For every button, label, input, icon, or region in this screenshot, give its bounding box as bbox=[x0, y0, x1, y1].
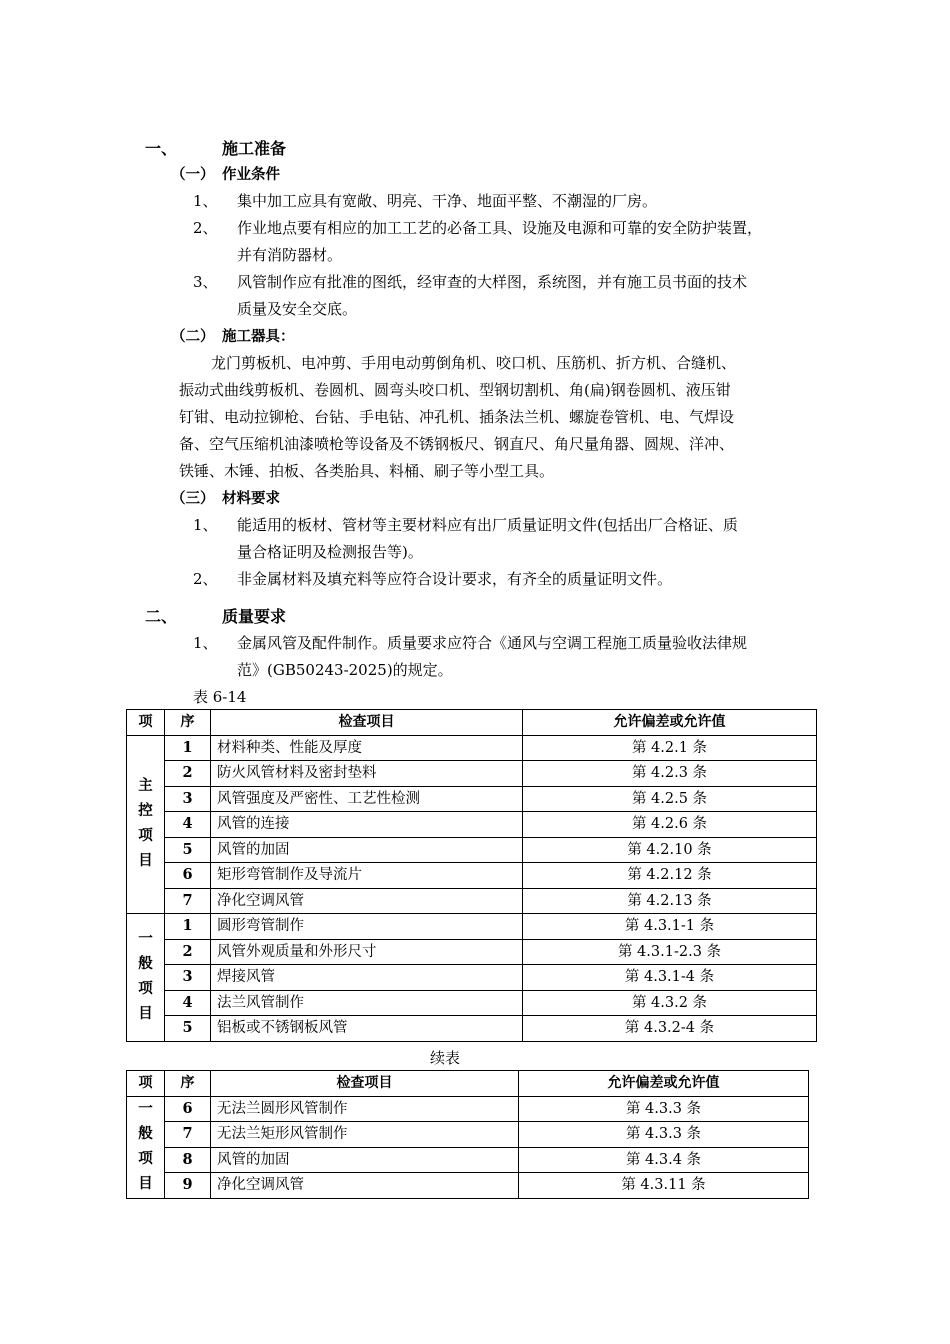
header-seq: 序 bbox=[165, 1071, 211, 1097]
list-item: 金属风管及配件制作。质量要求应符合《通风与空调工程施工质量验收法律规 bbox=[237, 634, 748, 652]
table-row bbox=[127, 761, 817, 787]
row-seq: 7 bbox=[165, 888, 211, 914]
row-item: 铝板或不锈钢板风管 bbox=[211, 1016, 523, 1042]
group-general-cell bbox=[127, 1096, 165, 1198]
table-header-row bbox=[127, 710, 817, 736]
header-category: 项 bbox=[127, 1071, 165, 1097]
sub2-number: （二） bbox=[171, 329, 215, 345]
list-item: 能适用的板材、管材等主要材料应有出厂质量证明文件(包括出厂合格证、质 bbox=[237, 516, 738, 534]
row-seq: 5 bbox=[165, 1016, 211, 1042]
row-item: 风管强度及严密性、工艺性检测 bbox=[211, 786, 523, 812]
row-item: 风管的连接 bbox=[211, 812, 523, 838]
tools-paragraph-line: 龙门剪板机、电冲剪、手用电动剪倒角机、咬口机、压筋机、折方机、合缝机、 bbox=[211, 354, 737, 372]
row-seq: 9 bbox=[165, 1173, 211, 1199]
row-seq: 1 bbox=[165, 735, 211, 761]
row-item: 净化空调风管 bbox=[211, 888, 523, 914]
table-caption: 表 6-14 bbox=[193, 688, 247, 706]
header-item: 检查项目 bbox=[211, 1071, 519, 1097]
table-row bbox=[127, 939, 817, 965]
row-seq: 4 bbox=[165, 990, 211, 1016]
row-item: 净化空调风管 bbox=[211, 1173, 519, 1199]
table-row bbox=[127, 888, 817, 914]
row-item: 风管的加固 bbox=[211, 1147, 519, 1173]
row-seq: 3 bbox=[165, 965, 211, 991]
row-item: 矩形弯管制作及导流片 bbox=[211, 863, 523, 889]
row-value: 第 4.2.12 条 bbox=[523, 863, 817, 889]
table-row bbox=[127, 1173, 809, 1199]
list-number: 3、 bbox=[193, 273, 218, 291]
list-number: 1、 bbox=[193, 634, 218, 652]
section1-number: 一、 bbox=[145, 139, 178, 158]
table-header-row bbox=[127, 1071, 809, 1097]
table-row bbox=[127, 786, 817, 812]
row-seq: 2 bbox=[165, 939, 211, 965]
list-item-continuation: 并有消防器材。 bbox=[237, 246, 343, 264]
header-item: 检查项目 bbox=[211, 710, 523, 736]
row-seq: 6 bbox=[165, 1096, 211, 1122]
list-item: 集中加工应具有宽敞、明亮、干净、地面平整、不潮湿的厂房。 bbox=[237, 192, 658, 210]
row-item: 圆形弯管制作 bbox=[211, 914, 523, 940]
quality-table bbox=[126, 709, 817, 1042]
row-value: 第 4.3.3 条 bbox=[519, 1122, 809, 1148]
row-item: 法兰风管制作 bbox=[211, 990, 523, 1016]
list-item: 作业地点要有相应的加工工艺的必备工具、设施及电源和可靠的安全防护装置， bbox=[237, 219, 763, 237]
group-main-cell bbox=[127, 735, 165, 914]
row-seq: 2 bbox=[165, 761, 211, 787]
row-value: 第 4.2.3 条 bbox=[523, 761, 817, 787]
row-seq: 7 bbox=[165, 1122, 211, 1148]
section1-title: 施工准备 bbox=[222, 139, 287, 158]
table-row bbox=[127, 837, 817, 863]
list-item: 风管制作应有批准的图纸，经审查的大样图，系统图，并有施工员书面的技术 bbox=[237, 273, 748, 291]
row-item: 无法兰圆形风管制作 bbox=[211, 1096, 519, 1122]
group-general-label: 一般项目 bbox=[138, 931, 153, 1023]
row-value: 第 4.3.3 条 bbox=[519, 1096, 809, 1122]
table-row bbox=[127, 914, 817, 940]
table-row bbox=[127, 863, 817, 889]
row-item: 风管外观质量和外形尺寸 bbox=[211, 939, 523, 965]
table-row bbox=[127, 965, 817, 991]
row-item: 防火风管材料及密封垫料 bbox=[211, 761, 523, 787]
row-item: 焊接风管 bbox=[211, 965, 523, 991]
tools-paragraph-line: 备、空气压缩机油漆喷枪等设备及不锈钢板尺、钢直尺、角尺量角器、圆规、洋冲、 bbox=[179, 435, 735, 453]
table-row bbox=[127, 990, 817, 1016]
row-item: 无法兰矩形风管制作 bbox=[211, 1122, 519, 1148]
list-number: 2、 bbox=[193, 219, 218, 237]
list-number: 2、 bbox=[193, 570, 218, 588]
sub2-title: 施工器具： bbox=[222, 329, 295, 345]
group-general-label: 一般项目 bbox=[138, 1101, 153, 1192]
list-item-continuation: 范》(GB50243-2025)的规定。 bbox=[237, 661, 453, 679]
row-seq: 5 bbox=[165, 837, 211, 863]
row-seq: 3 bbox=[165, 786, 211, 812]
table-row bbox=[127, 1122, 809, 1148]
tools-paragraph-line: 振动式曲线剪板机、卷圆机、圆弯头咬口机、型钢切割机、角(扁)钢卷圆机、液压钳 bbox=[179, 381, 731, 399]
row-item: 风管的加固 bbox=[211, 837, 523, 863]
row-value: 第 4.3.11 条 bbox=[519, 1173, 809, 1199]
row-value: 第 4.3.1-1 条 bbox=[523, 914, 817, 940]
row-value: 第 4.2.6 条 bbox=[523, 812, 817, 838]
header-category: 项 bbox=[127, 710, 165, 736]
table-row bbox=[127, 735, 817, 761]
row-seq: 1 bbox=[165, 914, 211, 940]
table-row bbox=[127, 812, 817, 838]
tools-paragraph-line: 钉钳、电动拉铆枪、台钻、手电钻、冲孔机、插条法兰机、螺旋卷管机、电、气焊设 bbox=[179, 408, 735, 426]
section2-number: 二、 bbox=[145, 607, 178, 626]
row-value: 第 4.2.1 条 bbox=[523, 735, 817, 761]
table-row bbox=[127, 1016, 817, 1042]
sub3-number: （三） bbox=[171, 491, 215, 507]
list-number: 1、 bbox=[193, 192, 218, 210]
group-general-cell bbox=[127, 914, 165, 1042]
header-value: 允许偏差或允许值 bbox=[523, 710, 817, 736]
quality-table-continued bbox=[126, 1070, 809, 1199]
row-seq: 6 bbox=[165, 863, 211, 889]
row-value: 第 4.3.1-2.3 条 bbox=[523, 939, 817, 965]
section2-title: 质量要求 bbox=[222, 607, 287, 626]
header-value: 允许偏差或允许值 bbox=[519, 1071, 809, 1097]
list-item: 非金属材料及填充料等应符合设计要求，有齐全的质量证明文件。 bbox=[237, 570, 673, 588]
row-value: 第 4.2.13 条 bbox=[523, 888, 817, 914]
row-value: 第 4.2.10 条 bbox=[523, 837, 817, 863]
sub1-title: 作业条件 bbox=[222, 167, 280, 183]
row-item: 材料种类、性能及厚度 bbox=[211, 735, 523, 761]
header-seq: 序 bbox=[165, 710, 211, 736]
list-number: 1、 bbox=[193, 516, 218, 534]
row-value: 第 4.3.4 条 bbox=[519, 1147, 809, 1173]
tools-paragraph-line: 铁锤、木锤、拍板、各类胎具、料桶、刷子等小型工具。 bbox=[179, 462, 555, 480]
continued-caption: 续表 bbox=[430, 1049, 461, 1067]
row-value: 第 4.3.2-4 条 bbox=[523, 1016, 817, 1042]
row-value: 第 4.2.5 条 bbox=[523, 786, 817, 812]
row-value: 第 4.3.2 条 bbox=[523, 990, 817, 1016]
table-row bbox=[127, 1096, 809, 1122]
row-seq: 4 bbox=[165, 812, 211, 838]
list-item-continuation: 量合格证明及检测报告等)。 bbox=[237, 543, 423, 561]
sub3-title: 材料要求 bbox=[222, 491, 280, 507]
sub1-number: （一） bbox=[171, 167, 215, 183]
group-main-label: 主控项目 bbox=[138, 778, 153, 870]
list-item-continuation: 质量及安全交底。 bbox=[237, 300, 358, 318]
row-value: 第 4.3.1-4 条 bbox=[523, 965, 817, 991]
row-seq: 8 bbox=[165, 1147, 211, 1173]
table-row bbox=[127, 1147, 809, 1173]
